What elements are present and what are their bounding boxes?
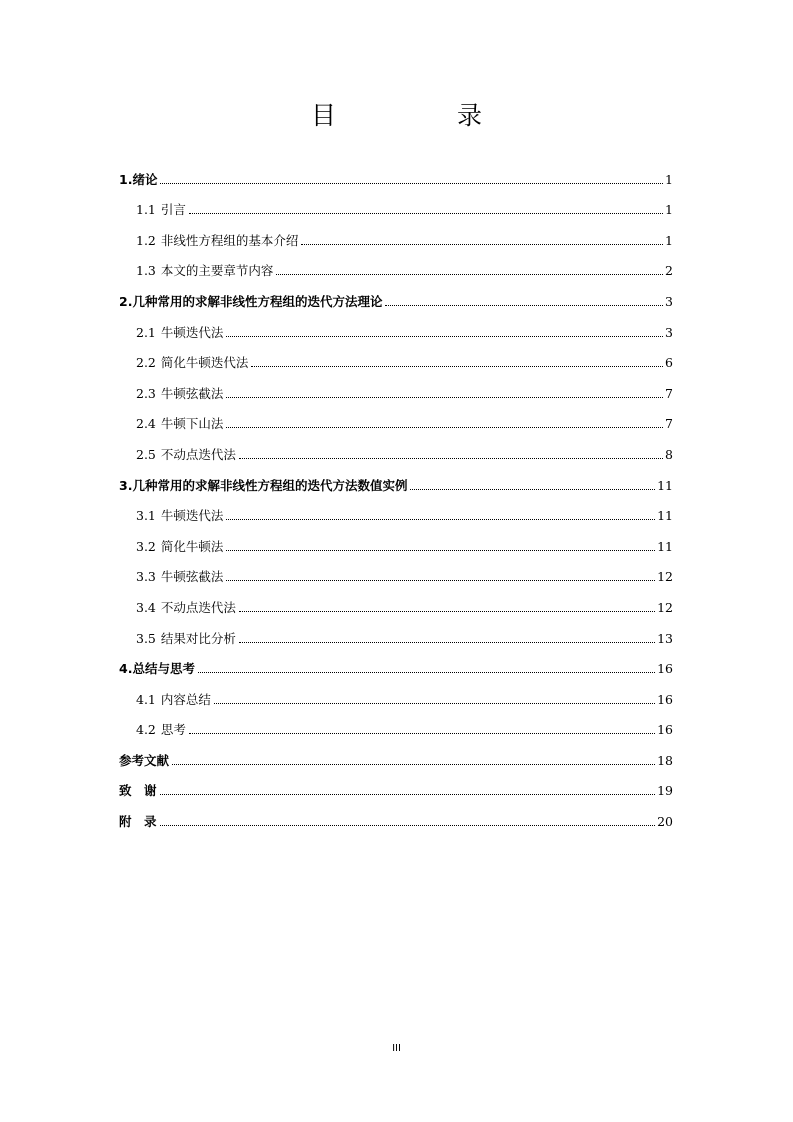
toc-entry-label: 牛顿下山法 <box>160 416 224 432</box>
toc-entry-label: 结果对比分析 <box>160 630 236 646</box>
toc-entry-number: 1.1 <box>136 202 156 218</box>
toc-entry-page: 11 <box>657 538 673 554</box>
toc-dot-leader <box>226 550 655 551</box>
toc-entry-page: 2 <box>665 263 673 279</box>
toc-entry-page: 11 <box>657 508 673 524</box>
table-of-contents <box>119 157 673 830</box>
toc-entry-page: 7 <box>665 385 673 401</box>
toc-dot-leader <box>189 733 655 734</box>
toc-dot-leader <box>239 611 655 612</box>
toc-entry[interactable] <box>119 555 673 586</box>
toc-dot-leader <box>301 244 663 245</box>
toc-entry-number: 4.1 <box>136 691 156 707</box>
toc-entry-label: 不动点迭代法 <box>160 446 236 462</box>
page-number: III <box>392 1043 401 1054</box>
toc-entry-label: 思考 <box>160 722 186 738</box>
toc-entry-label: 引言 <box>160 202 186 218</box>
toc-entry-page: 6 <box>665 355 673 371</box>
toc-entry[interactable] <box>119 341 673 372</box>
toc-entry-label: 非线性方程组的基本介绍 <box>160 232 299 248</box>
toc-dot-leader <box>160 794 656 795</box>
toc-entry[interactable] <box>119 249 673 280</box>
toc-entry[interactable] <box>119 738 673 769</box>
toc-entry-number: 2.3 <box>136 385 156 401</box>
toc-entry-page: 20 <box>657 814 673 830</box>
toc-entry[interactable] <box>119 157 673 188</box>
toc-entry[interactable] <box>119 616 673 647</box>
toc-entry-number: 3.5 <box>136 630 156 646</box>
toc-entry-number: 2.2 <box>136 355 156 371</box>
toc-entry[interactable] <box>119 432 673 463</box>
toc-entry-number: 2.5 <box>136 446 156 462</box>
toc-entry-page: 8 <box>665 446 673 462</box>
toc-entry-number: 3.4 <box>136 599 156 615</box>
toc-entry[interactable] <box>119 402 673 433</box>
toc-entry-number: 4.2 <box>136 722 156 738</box>
toc-dot-leader <box>160 183 663 184</box>
toc-entry[interactable] <box>119 585 673 616</box>
toc-entry-number: 3.1 <box>136 508 156 524</box>
toc-entry-page: 16 <box>657 722 673 738</box>
toc-entry-label: 不动点迭代法 <box>160 599 236 615</box>
toc-entry-page: 12 <box>657 599 673 615</box>
toc-entry-label: 简化牛顿迭代法 <box>160 355 249 371</box>
toc-entry-label: 简化牛顿法 <box>160 538 224 554</box>
toc-dot-leader <box>226 580 655 581</box>
toc-dot-leader <box>239 642 655 643</box>
toc-entry-label: 内容总结 <box>160 691 211 707</box>
toc-entry[interactable] <box>119 494 673 525</box>
toc-entry-page: 3 <box>665 324 673 340</box>
toc-entry[interactable] <box>119 677 673 708</box>
toc-entry-page: 7 <box>665 416 673 432</box>
toc-entry-page: 11 <box>657 477 673 493</box>
toc-entry-label: 牛顿迭代法 <box>160 508 224 524</box>
toc-dot-leader <box>226 336 663 337</box>
toc-entry-label: 3.几种常用的求解非线性方程组的迭代方法数值实例 <box>119 477 408 493</box>
toc-entry-page: 3 <box>665 293 673 309</box>
toc-dot-leader <box>189 213 663 214</box>
toc-entry-page: 1 <box>665 171 673 187</box>
toc-entry-number: 2.1 <box>136 324 156 340</box>
toc-entry-label: 附 录 <box>119 814 157 830</box>
toc-entry-number: 1.3 <box>136 263 156 279</box>
toc-entry[interactable] <box>119 310 673 341</box>
toc-dot-leader <box>239 458 663 459</box>
toc-entry-number: 2.4 <box>136 416 156 432</box>
toc-dot-leader <box>410 489 655 490</box>
toc-dot-leader <box>385 305 663 306</box>
toc-dot-leader <box>172 764 655 765</box>
toc-entry-label: 牛顿弦截法 <box>160 569 224 585</box>
toc-entry-page: 12 <box>657 569 673 585</box>
toc-entry[interactable] <box>119 647 673 678</box>
toc-entry-label: 本文的主要章节内容 <box>160 263 274 279</box>
toc-dot-leader <box>226 427 663 428</box>
toc-dot-leader <box>251 366 663 367</box>
toc-dot-leader <box>226 519 655 520</box>
toc-dot-leader <box>198 672 655 673</box>
toc-entry-page: 1 <box>665 202 673 218</box>
toc-entry[interactable] <box>119 279 673 310</box>
toc-entry-label: 致 谢 <box>119 783 157 799</box>
toc-entry-label: 2.几种常用的求解非线性方程组的迭代方法理论 <box>119 293 383 309</box>
toc-entry-label: 参考文献 <box>119 752 170 768</box>
toc-entry-number: 3.2 <box>136 538 156 554</box>
toc-entry-number: 1.2 <box>136 232 156 248</box>
toc-entry-page: 16 <box>657 661 673 677</box>
toc-entry[interactable] <box>119 524 673 555</box>
toc-entry[interactable] <box>119 769 673 800</box>
toc-entry-page: 1 <box>665 232 673 248</box>
toc-entry-page: 19 <box>657 783 673 799</box>
toc-entry-page: 18 <box>657 752 673 768</box>
toc-dot-leader <box>226 397 663 398</box>
page-title: 目 录 <box>310 101 530 130</box>
toc-entry[interactable] <box>119 218 673 249</box>
toc-entry[interactable] <box>119 463 673 494</box>
toc-dot-leader <box>214 703 655 704</box>
toc-entry-label: 牛顿弦截法 <box>160 385 224 401</box>
toc-entry[interactable] <box>119 371 673 402</box>
toc-entry-page: 13 <box>657 630 673 646</box>
toc-dot-leader <box>160 825 656 826</box>
toc-entry-label: 1.绪论 <box>119 171 158 187</box>
toc-entry[interactable] <box>119 708 673 739</box>
toc-entry-label: 牛顿迭代法 <box>160 324 224 340</box>
toc-entry-page: 16 <box>657 691 673 707</box>
toc-entry[interactable] <box>119 799 673 830</box>
toc-entry-number: 3.3 <box>136 569 156 585</box>
toc-entry[interactable] <box>119 188 673 219</box>
toc-entry-label: 4.总结与思考 <box>119 661 195 677</box>
toc-dot-leader <box>276 274 663 275</box>
